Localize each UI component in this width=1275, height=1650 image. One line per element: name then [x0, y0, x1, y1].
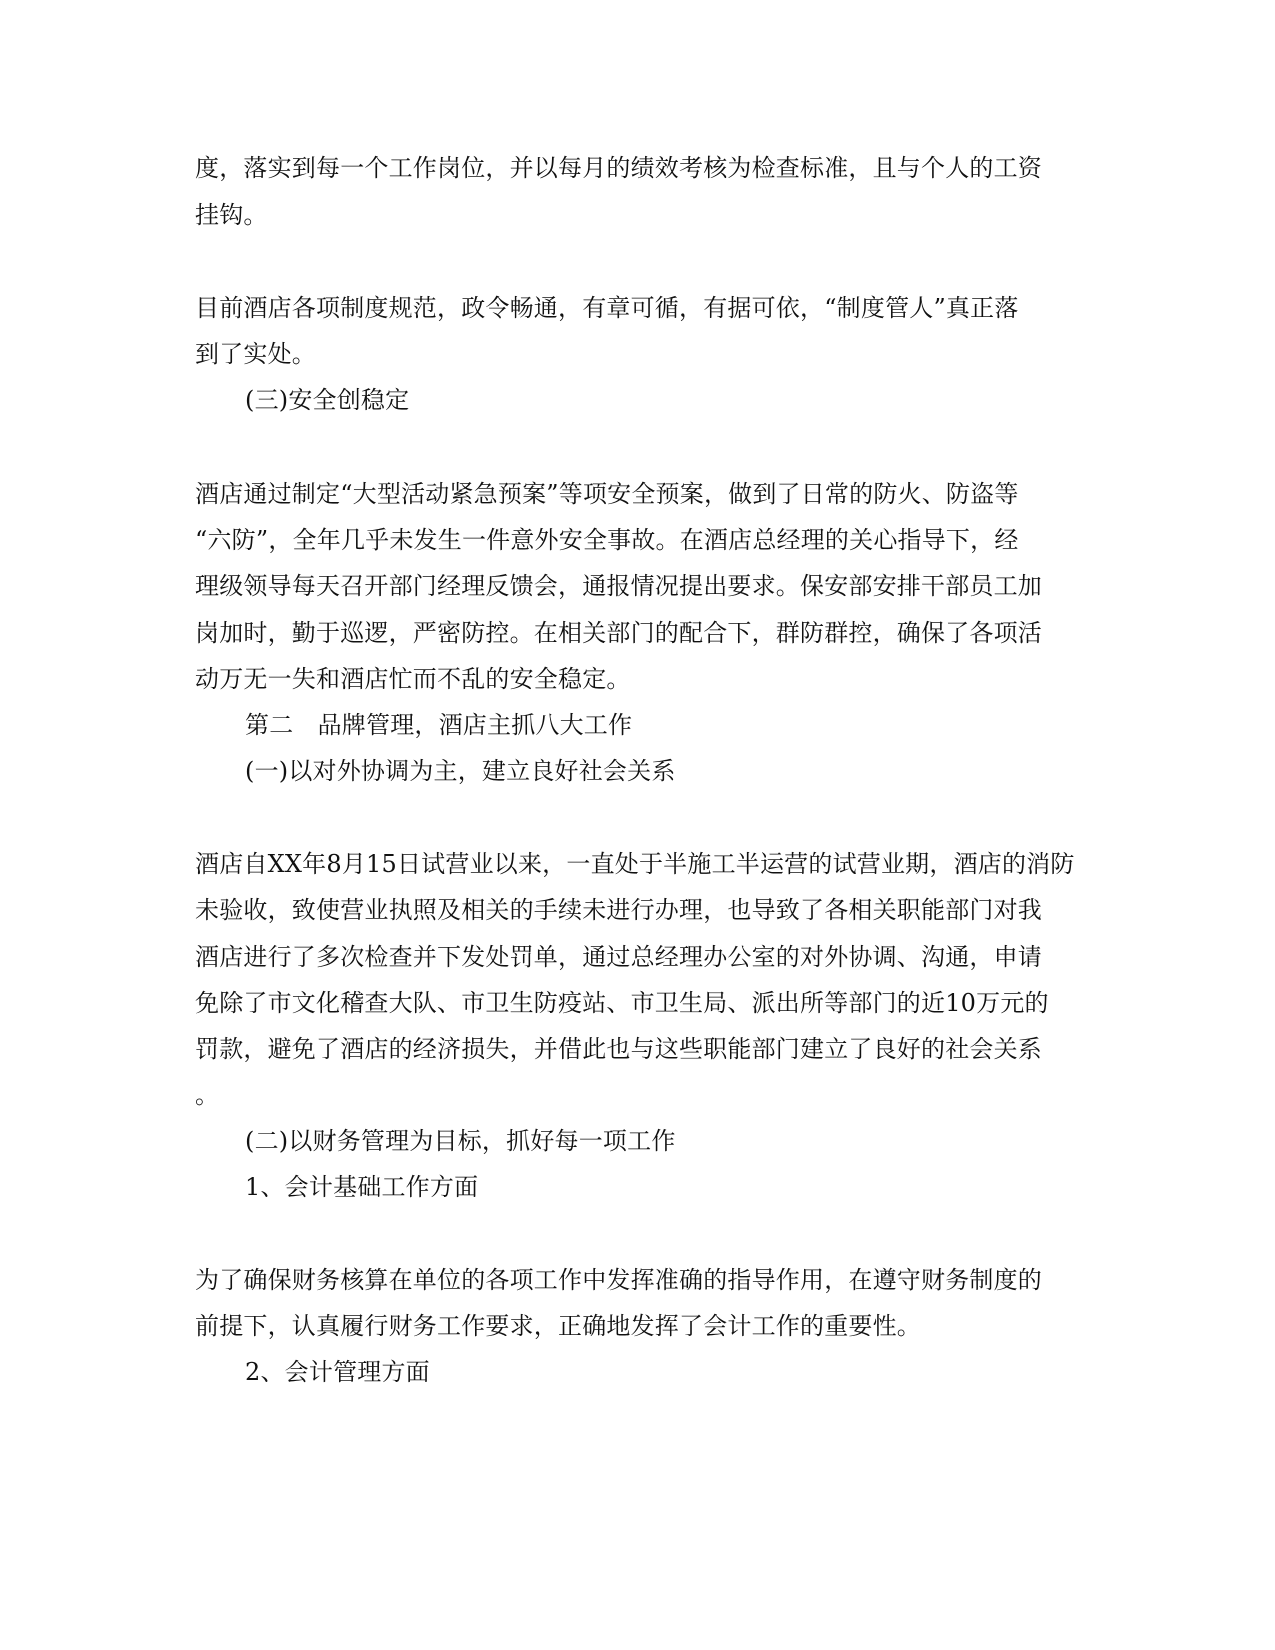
- section-heading: (三)安全创稳定: [245, 386, 410, 414]
- paragraph-line: 到了实处。: [195, 340, 316, 368]
- paragraph-line: 酒店进行了多次检查并下发处罚单，通过总经理办公室的对外协调、沟通，申请: [195, 943, 1042, 971]
- paragraph-line: 动万无一失和酒店忙而不乱的安全稳定。: [195, 665, 631, 693]
- paragraph-line: 。: [195, 1081, 220, 1109]
- paragraph-line: 未验收，致使营业执照及相关的手续未进行办理，也导致了各相关职能部门对我: [195, 896, 1042, 924]
- paragraph-line: 岗加时，勤于巡逻，严密防控。在相关部门的配合下，群防群控，确保了各项活: [195, 619, 1042, 647]
- paragraph-line: “六防”，全年几乎未发生一件意外安全事故。在酒店总经理的关心指导下，经: [195, 526, 1019, 554]
- section-heading: 第二 品牌管理，酒店主抓八大工作: [245, 711, 633, 739]
- paragraph-line: 理级领导每天召开部门经理反馈会，通报情况提出要求。保安部安排干部员工加: [195, 572, 1042, 600]
- paragraph-line: 度，落实到每一个工作岗位，并以每月的绩效考核为检查标准，且与个人的工资: [195, 154, 1042, 182]
- section-heading: 2、会计管理方面: [245, 1358, 430, 1386]
- paragraph-line: 酒店通过制定“大型活动紧急预案”等项安全预案，做到了日常的防火、防盗等: [195, 480, 1019, 508]
- section-heading: 1、会计基础工作方面: [245, 1173, 479, 1201]
- paragraph-line: 为了确保财务核算在单位的各项工作中发挥准确的指导作用，在遵守财务制度的: [195, 1266, 1042, 1294]
- paragraph-line: 目前酒店各项制度规范，政令畅通，有章可循，有据可依，“制度管人”真正落: [195, 294, 1019, 322]
- section-heading: (一)以对外协调为主，建立良好社会关系: [245, 757, 676, 785]
- paragraph-line: 酒店自XX年8月15日试营业以来，一直处于半施工半运营的试营业期，酒店的消防: [195, 850, 1075, 878]
- paragraph-line: 罚款，避免了酒店的经济损失，并借此也与这些职能部门建立了良好的社会关系: [195, 1035, 1042, 1063]
- paragraph-line: 前提下，认真履行财务工作要求，正确地发挥了会计工作的重要性。: [195, 1312, 921, 1340]
- paragraph-line: 免除了市文化稽查大队、市卫生防疫站、市卫生局、派出所等部门的近10万元的: [195, 989, 1049, 1017]
- section-heading: (二)以财务管理为目标，抓好每一项工作: [245, 1127, 676, 1155]
- paragraph-line: 挂钩。: [195, 201, 268, 229]
